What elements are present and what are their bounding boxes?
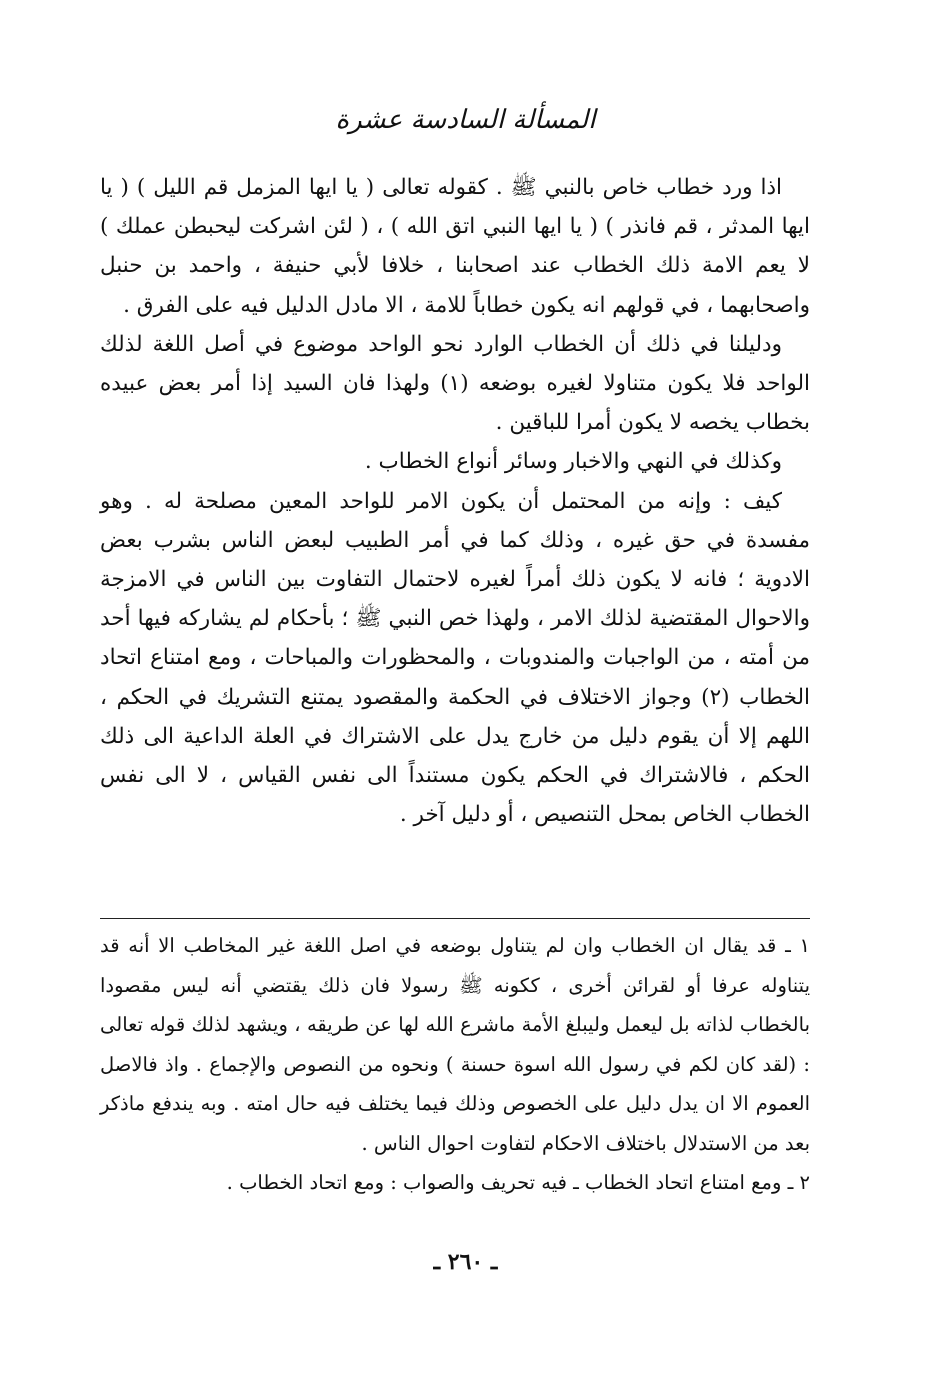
footnote: ١ ـ قد يقال ان الخطاب وان لم يتناول بوضعه في اصل اللغة غير المخاطب الا أنه قد يتناوله عرفا أو لقرائن أخرى ، ككونه ﷺ رسولا فان ذلك يقتضي أنه ليس مقصودا بالخطاب لذاته بل ليعمل وليبلغ الأمة ماشرع الله لها عن طريقه ، ويشهد لذلك قوله تعالى : (لقد كان لكم في رسول الله اسوة حسنة ) ونحوه من النصوص والإجماع . واذ فالاصل العموم الا ان يدل دليل على الخصوص وذلك فيما يختلف فيه حال امته . وبه يندفع ماذكر بعد من الاستدلال باختلاف الاحكام لتفاوت احوال الناس . [100,934,810,1155]
chapter-heading: المسألة السادسة عشرة [335,105,596,135]
footnotes [100,926,810,1203]
paragraph: كيف : وإنه من المحتمل أن يكون الامر للواحد المعين مصلحة له . وهو مفسدة في حق غيره ، وذلك كما في أمر الطبيب لبعض الناس بشرب بعض الادوية ؛ فانه لا يكون ذلك أمراً لغيره لاحتمال التفاوت بين الناس في الامزجة والاحوال المقتضية لذلك الامر ، ولهذا خص النبي ﷺ ؛ بأحكام لم يشاركه فيها أحد من أمته ، من الواجبات والمندوبات ، والمحظورات والمباحات ، ومع امتناع اتحاد الخطاب (٢) وجواز الاختلاف في الحكمة والمقصود يمتنع التشريك في الحكم ، اللهم إلا أن يقوم دليل من خارج يدل على الاشتراك في العلة الداعية الى ذلك الحكم ، فالاشتراك في الحكم يكون مستنداً الى نفس القياس ، لا الى نفس الخطاب الخاص بمحل التنصيص ، أو دليل آخر . [100,488,810,828]
main-text [100,168,810,834]
footnote: ٢ ـ ومع امتناع اتحاد الخطاب ـ فيه تحريف والصواب : ومع اتحاد الخطاب . [226,1171,810,1194]
paragraph: اذا ورد خطاب خاص بالنبي ﷺ . كقوله تعالى ( يا ايها المزمل قم الليل ) ( يا ايها المدثر ، قم فانذر ) ( يا ايها النبي اتق الله ) ، ( لئن اشركت ليحبطن عملك ) لا يعم الامة ذلك الخطاب عند اصحابنا ، خلافا لأبي حنيفة ، واحمد بن حنبل واصحابهما ، في قولهم انه يكون خطاباً للامة ، الا مادل الدليل فيه على الفرق . [100,175,810,318]
paragraph: ودليلنا في ذلك أن الخطاب الوارد نحو الواحد موضوع في أصل اللغة لذلك الواحد فلا يكون متناولا لغيره بوضعه (١) ولهذا فان السيد إذا أمر بعض عبيده بخطاب يخصه لا يكون أمرا للباقين . [100,331,810,436]
paragraph: وكذلك في النهي والاخبار وسائر أنواع الخطاب . [364,449,782,475]
footnote-divider [100,918,810,919]
page-number: ـ ٢٦٠ ـ [433,1249,498,1275]
